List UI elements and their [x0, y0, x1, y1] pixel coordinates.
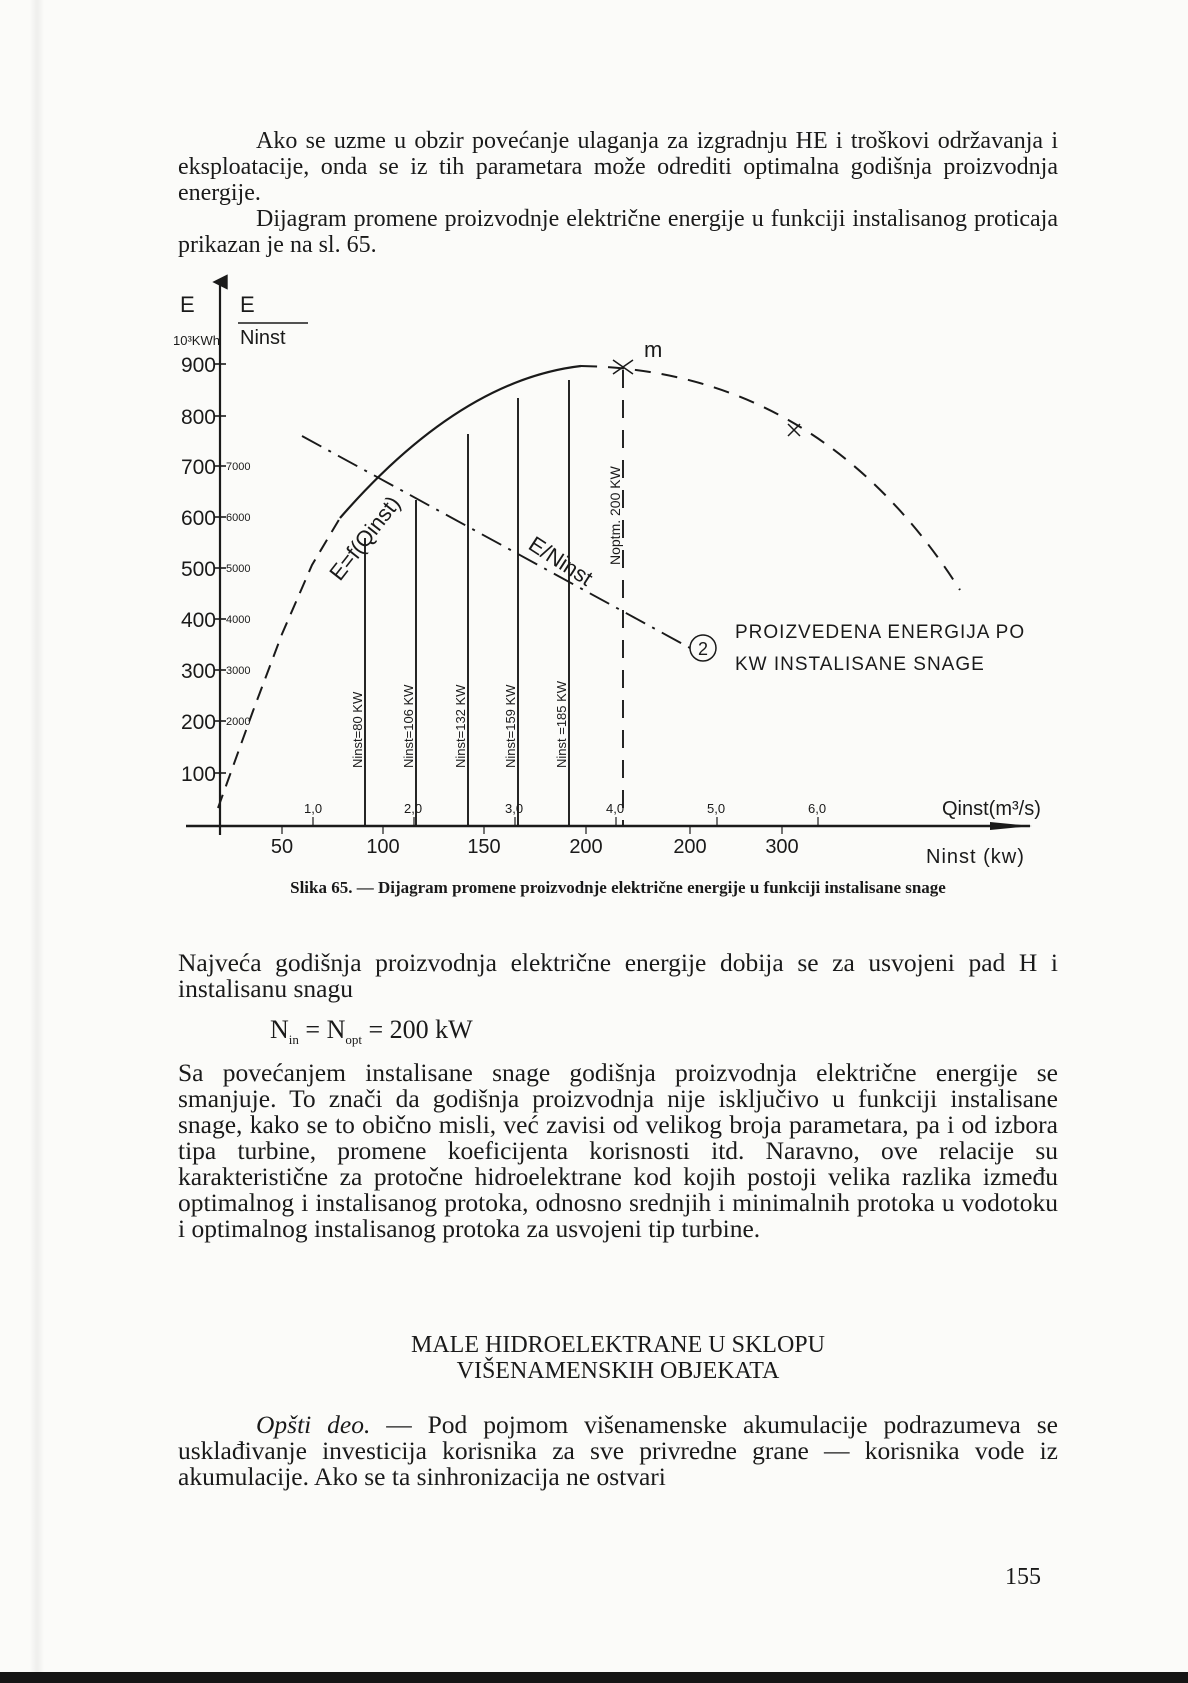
paragraph-max-production: Najveća godišnja proizvodnja električne energije dobija se za usvojeni pad H i instalisanu snagu — [178, 948, 1058, 1003]
y-tick-label: 100 — [180, 763, 216, 786]
scan-shadow — [30, 0, 44, 1683]
optimal-power-formula — [270, 1015, 473, 1048]
inner-axis-label-bottom: Ninst — [240, 327, 286, 349]
paragraph-intro: Ako se uzme u obzir povećanje ulaganja za izgradnju HE i troškovi održavanja i eksploatacije, onda se iz tih parametara može odrediti optimalna godišnja proizvodnja energije. — [178, 128, 1058, 206]
q-axis-label: Qinst(m³/s) — [942, 798, 1041, 820]
legend-line-1: PROIZVEDENA ENERGIJA PO — [735, 622, 1026, 643]
y-tick-label: 600 — [180, 507, 216, 530]
q-tick-label: 4,0 — [606, 801, 625, 816]
n-tick-label: 50 — [270, 836, 294, 858]
q-axis-tick-labels — [304, 801, 826, 816]
figure-caption: Slika 65. — Dijagram promene proizvodnje električne energije u funkciji instalisane snage — [290, 878, 946, 897]
inner-tick-label: 4000 — [226, 614, 251, 626]
formula-subscript-in: in — [288, 1032, 299, 1048]
y-tick-label: 500 — [180, 558, 216, 581]
left-axis-label: E — [180, 292, 195, 317]
ninst-label: Ninst=80 KW — [350, 691, 365, 768]
inner-tick-label: 7000 — [226, 461, 251, 473]
legend-number: 2 — [697, 639, 709, 659]
n-axis-label: Ninst (kw) — [926, 846, 1025, 868]
formula-n: N — [270, 1015, 289, 1044]
curve-point-marker — [788, 424, 800, 436]
q-tick-label: 5,0 — [707, 801, 726, 816]
n-tick-label: 100 — [366, 836, 400, 858]
n-axis-tick-labels — [271, 836, 799, 858]
y-tick-label: 200 — [180, 711, 216, 734]
paragraph-discussion: Sa povećanjem instalisane snage godišnja proizvodnja električne energije se smanjuje. To znači da godišnja proizvodnja nije isključivo u funkciji instalisane snage, kako se to obično misli, već zavisi od velikog broja parametara, pa i od izbora tipa turbine, promene koeficijenta korisnosti itd. Naravno, ove relacije su karakteristične za protočne hidroelektrane kod kojih postoji velika razlika između optimalnog i instalisanog protoka, odnosno srednjih i minimalnih protoka u vodotoku i optimalnog instalisanog protoka za usvojeni tip turbine. — [178, 1058, 1058, 1243]
y-tick-label: 900 — [180, 354, 216, 377]
formula-subscript-opt: opt — [345, 1032, 362, 1048]
x-axis-arrow — [990, 822, 1032, 830]
paragraph-diagram-reference: Dijagram promene proizvodnje električne energije u funkciji instalisanog proticaja prikazan je na sl. 65. — [178, 206, 1058, 258]
inner-axis-tick-labels — [226, 461, 250, 728]
n-tick-label: 200 — [673, 836, 707, 858]
energy-curve — [340, 366, 581, 518]
formula-n-opt: N — [326, 1015, 346, 1044]
ninst-label: Ninst =185 KW — [554, 680, 569, 768]
y-tick-label: 400 — [180, 609, 216, 632]
q-axis-ticks — [313, 817, 818, 826]
max-point-label: m — [644, 337, 663, 362]
energy-curve-label: E=f(Qinst) — [324, 491, 406, 586]
legend-line-2: KW INSTALISANE SNAGE — [735, 654, 985, 675]
q-tick-label: 2,0 — [404, 801, 423, 816]
formula-equals: = — [298, 1015, 327, 1044]
general-part-text: — Pod pojmom višenamenske akumulacije podrazumeva se usklađivanje investicija korisnika za sve privredne grane — korisnika vode iz akumulacije. Ako se ta sinhronizacija ne ostvari — [178, 1410, 1058, 1491]
y-tick-label: 700 — [180, 456, 216, 479]
y-tick-label: 300 — [180, 660, 216, 683]
inner-tick-label: 2000 — [226, 716, 251, 728]
ratio-curve-label: E/Ninst — [524, 531, 598, 591]
n-tick-label: 150 — [467, 836, 501, 858]
formula-value: = 200 kW — [361, 1015, 473, 1044]
q-tick-label: 6,0 — [808, 801, 827, 816]
ninst-label: Ninst=106 KW — [401, 684, 416, 768]
left-axis-tick-labels — [181, 354, 216, 786]
scan-bottom-edge — [0, 1672, 1188, 1683]
inner-axis-label-top: E — [240, 292, 255, 317]
inner-tick-label: 6000 — [226, 512, 251, 524]
n-tick-label: 200 — [569, 836, 603, 858]
q-tick-label: 3,0 — [505, 801, 524, 816]
y-tick-label: 800 — [180, 406, 216, 429]
page-number: 155 — [1005, 1564, 1041, 1590]
ninst-vertical-labels — [350, 680, 569, 768]
paragraph-general-part — [178, 1412, 1058, 1490]
n-tick-label: 300 — [765, 836, 799, 858]
section-heading-line-1: MALE HIDROELEKTRANE U SKLOPU — [411, 1332, 825, 1358]
section-heading-line-2: VIŠENAMENSKIH OBJEKATA — [456, 1358, 780, 1384]
energy-curve-dashed — [218, 518, 340, 808]
inner-tick-label: 3000 — [226, 665, 251, 677]
inner-tick-label: 5000 — [226, 563, 251, 575]
left-axis-unit: 10³KWh — [173, 333, 220, 348]
general-part-lead: Opšti deo. — [256, 1410, 371, 1439]
ninst-label: Ninst=132 KW — [453, 684, 468, 768]
energy-curve-decline — [581, 366, 960, 590]
q-tick-label: 1,0 — [304, 801, 323, 816]
nopt-label: Noptm. 200 KW — [607, 466, 623, 565]
ninst-label: Ninst=159 KW — [503, 684, 518, 768]
